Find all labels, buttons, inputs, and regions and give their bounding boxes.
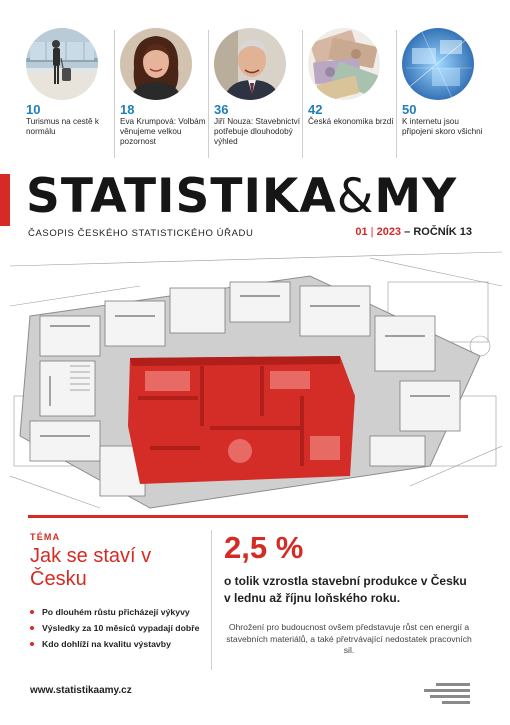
- teaser-divider: [114, 30, 115, 158]
- issue-year: 2023: [376, 226, 402, 238]
- teaser-divider: [396, 30, 397, 158]
- bullet-dot-icon: [30, 642, 34, 646]
- topic-headline[interactable]: Jak se staví v Česku: [30, 545, 152, 590]
- teaser-nouza[interactable]: [214, 28, 300, 163]
- teaser-page-number: 10: [26, 102, 41, 117]
- lower-column-divider: [211, 530, 212, 670]
- issue-number: 01: [355, 226, 368, 238]
- teaser-divider: [208, 30, 209, 158]
- teaser-page-number: 42: [308, 102, 323, 117]
- topic-bullet-text: Výsledky za 10 měsíců vypadají dobře: [42, 623, 200, 633]
- masthead-subtitle-row: [28, 228, 472, 242]
- topic-label: TÉMA: [30, 532, 61, 542]
- masthead-part-1: STATISTIKA: [26, 169, 337, 224]
- teaser-internet[interactable]: [402, 28, 488, 163]
- stat-value: 2,5 %: [224, 530, 304, 565]
- teaser-caption: Česká ekonomika brzdí: [308, 117, 394, 126]
- teaser-divider: [302, 30, 303, 158]
- topic-bullet-text: Kdo dohlíží na kvalitu výstavby: [42, 639, 171, 649]
- teaser-page-number: 50: [402, 102, 417, 117]
- bars-icon: [424, 683, 470, 705]
- hero-floorplan-illustration: [10, 246, 502, 516]
- issue-dash: –: [404, 226, 411, 238]
- teaser-tourism[interactable]: [26, 28, 112, 163]
- teaser-economy[interactable]: [308, 28, 394, 163]
- masthead-part-2: MY: [374, 169, 458, 224]
- website-link[interactable]: www.statistikaamy.cz: [30, 685, 132, 696]
- teaser-photo-man: [214, 28, 286, 100]
- topic-bullet: [30, 620, 199, 636]
- topic-bullet: [30, 636, 199, 652]
- hero-accent-bar: [28, 515, 468, 518]
- teaser-photo-banknotes: [308, 28, 380, 100]
- teaser-caption: K internetu jsou připojeni skoro všichni: [402, 117, 483, 137]
- magazine-subtitle: ČASOPIS ČESKÉHO STATISTICKÉHO ÚŘADU: [28, 228, 254, 239]
- masthead-red-marker: [0, 174, 10, 226]
- masthead-ampersand: &: [336, 169, 375, 224]
- teaser-page-number: 36: [214, 102, 229, 117]
- teaser-page-number: 18: [120, 102, 135, 117]
- masthead-title: [26, 168, 457, 226]
- teaser-strip: [26, 28, 483, 163]
- bullet-dot-icon: [30, 626, 34, 630]
- topic-bullet-text: Po dlouhém růstu přicházejí výkyvy: [42, 607, 190, 617]
- issue-volume: ROČNÍK 13: [413, 226, 472, 238]
- teaser-caption: Eva Krumpová: Volbám věnujeme velkou pozornost: [120, 117, 206, 147]
- teaser-krumpova[interactable]: [120, 28, 206, 163]
- issue-separator: |: [370, 226, 374, 238]
- topic-bullet: [30, 604, 199, 620]
- issue-info: [355, 226, 472, 238]
- stat-description: Ohrožení pro budoucnost ovšem představuje růst cen energií a stavebních materiálů, a také přetrvávající nedostatek pracovních sil.: [226, 622, 472, 656]
- teaser-caption: Jiří Nouza: Stavebnictví potřebuje dlouhodobý výhled: [214, 117, 301, 147]
- bullet-dot-icon: [30, 610, 34, 614]
- topic-bullet-list: [30, 604, 199, 652]
- teaser-photo-woman: [120, 28, 192, 100]
- stat-headline: o tolik vzrostla stavební produkce v Česku v lednu až říjnu loňského roku.: [224, 574, 467, 605]
- teaser-photo-network: [402, 28, 474, 100]
- teaser-photo-traveler: [26, 28, 98, 100]
- teaser-caption: Turismus na cestě k normálu: [26, 117, 99, 137]
